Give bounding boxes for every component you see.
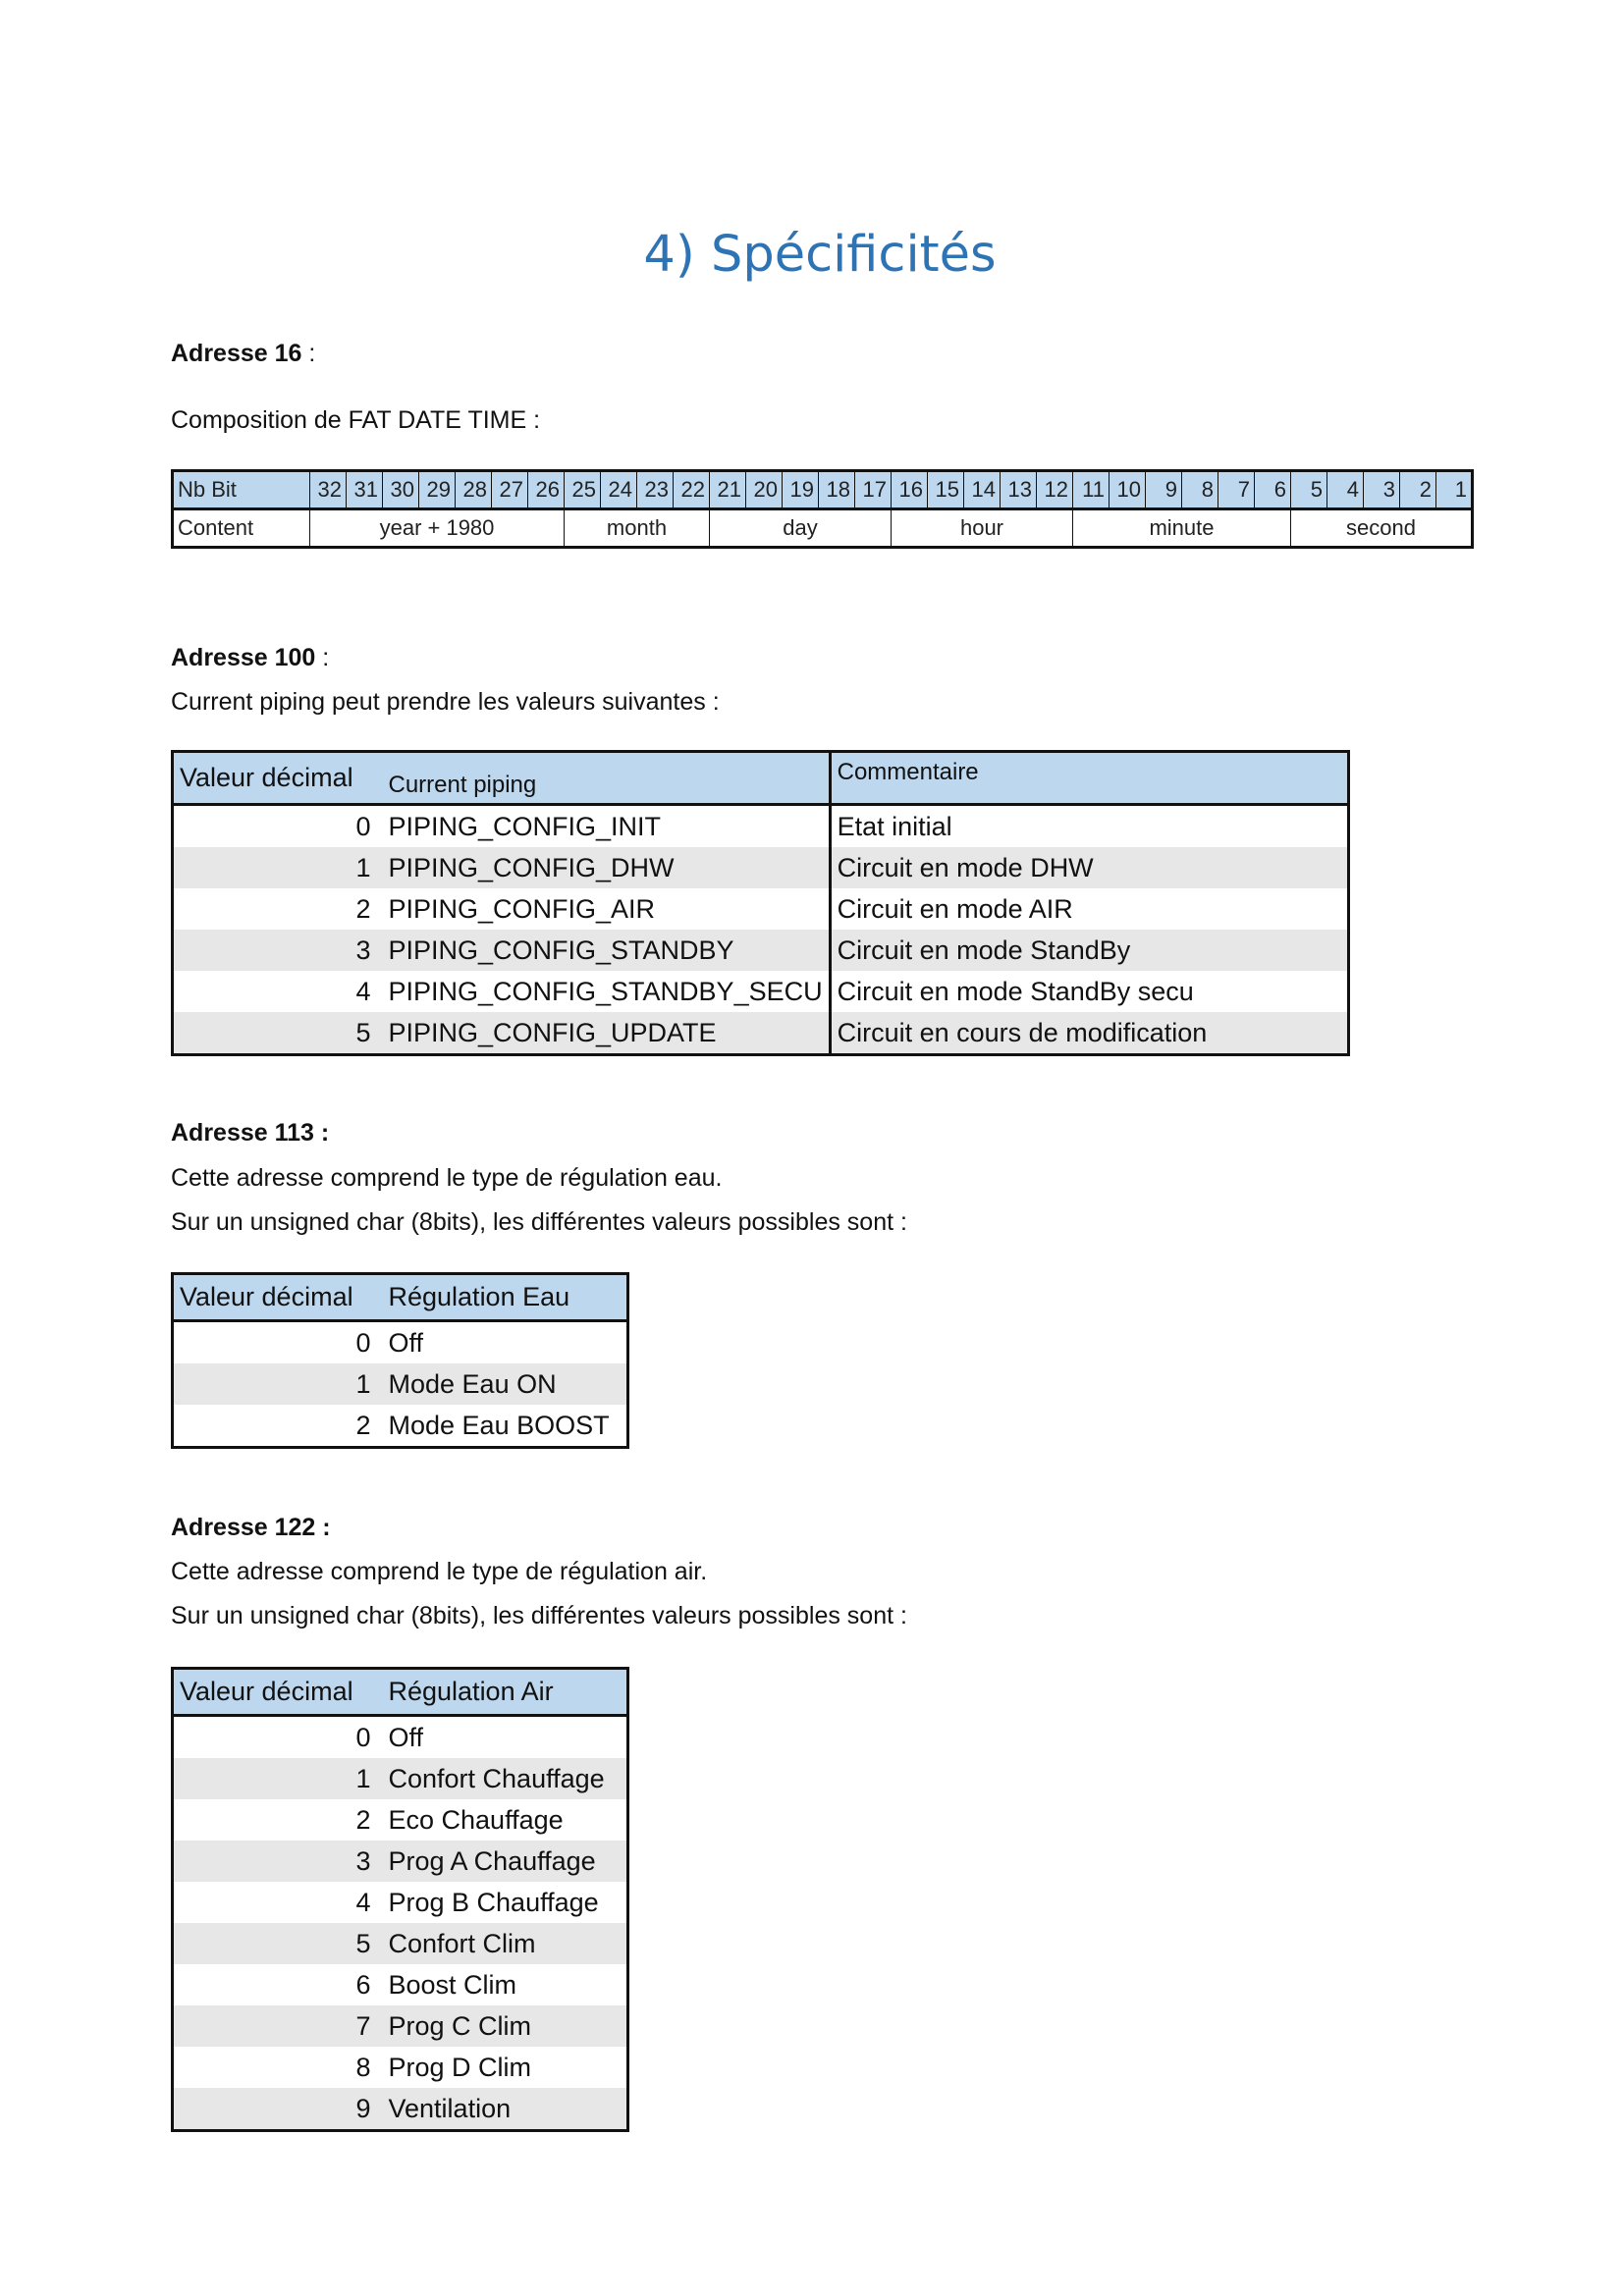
cell-value: 4: [355, 1887, 371, 1917]
table-row: [173, 2088, 628, 2131]
fat-description: Composition de FAT DATE TIME :: [171, 406, 541, 434]
fat-bits-row: [173, 471, 1473, 509]
field-second: second: [1291, 509, 1473, 548]
cell-name: Prog D Clim: [388, 2052, 532, 2082]
field-hour: hour: [892, 509, 1073, 548]
cell-name: PIPING_CONFIG_STANDBY: [383, 930, 831, 971]
bit-cell: 26: [528, 471, 565, 509]
bit-cell: 5: [1291, 471, 1327, 509]
bit-cell: 6: [1255, 471, 1291, 509]
bit-cell: 8: [1182, 471, 1218, 509]
bit-cell: 3: [1364, 471, 1400, 509]
heading-suffix: :: [301, 340, 316, 367]
regulation-eau-table: [171, 1272, 629, 1449]
cell-value: 4: [355, 976, 371, 1006]
field-day: day: [710, 509, 892, 548]
cell-comment: Circuit en mode AIR: [837, 893, 1073, 924]
cell-value: 3: [173, 1841, 383, 1882]
bit-cell: 17: [855, 471, 892, 509]
cell-name: Mode Eau ON: [383, 1363, 628, 1405]
bit-cell: 20: [746, 471, 783, 509]
regulation-air-table: [171, 1667, 629, 2132]
bit-cell: 1: [1436, 471, 1473, 509]
cell-value: 6: [355, 1969, 371, 2000]
cell-name: Prog A Chauffage: [383, 1841, 628, 1882]
bit-cell: 18: [819, 471, 855, 509]
bit-cell: 15: [928, 471, 964, 509]
cell-name: Prog B Chauffage: [388, 1887, 599, 1917]
cell-comment: Circuit en cours de modification: [830, 1012, 1348, 1055]
table-row: [173, 847, 1349, 888]
table-row: [173, 2005, 628, 2047]
table-row: [173, 1841, 628, 1882]
cell-value: 2: [355, 1410, 371, 1440]
bit-cell: 9: [1146, 471, 1182, 509]
cell-name: Boost Clim: [388, 1969, 517, 2000]
bit-cell: 24: [601, 471, 637, 509]
table-row: [173, 1012, 1349, 1055]
piping-table: [171, 750, 1350, 1056]
piping-description: Current piping peut prendre les valeurs suivantes :: [171, 688, 720, 716]
section-heading-113: Adresse 113 :: [171, 1119, 330, 1147]
field-month: month: [565, 509, 710, 548]
bit-cell: 32: [310, 471, 347, 509]
cell-value: 5: [173, 1012, 383, 1055]
col-header-piping: Current piping: [383, 752, 831, 805]
bit-cell: 2: [1400, 471, 1436, 509]
cell-name: Off: [388, 1722, 424, 1752]
cell-name: PIPING_CONFIG_INIT: [383, 805, 831, 848]
cell-name: PIPING_CONFIG_STANDBY_SECU: [383, 971, 831, 1012]
bit-cell: 29: [419, 471, 456, 509]
air-description-2: Sur un unsigned char (8bits), les différentes valeurs possibles sont :: [171, 1602, 907, 1629]
cell-value: 2: [355, 893, 371, 924]
table-row: [173, 805, 1349, 848]
cell-name: Prog C Clim: [383, 2005, 628, 2047]
cell-name: PIPING_CONFIG_DHW: [383, 847, 831, 888]
cell-name: Mode Eau BOOST: [388, 1410, 610, 1440]
table-row: [173, 1799, 628, 1841]
table-row: [173, 971, 1349, 1012]
cell-name: PIPING_CONFIG_AIR: [383, 888, 831, 930]
bit-cell: 7: [1218, 471, 1255, 509]
table-row: [173, 1363, 628, 1405]
col-header-valeur: Valeur décimal: [173, 752, 383, 805]
bit-cell: 22: [674, 471, 710, 509]
cell-name: Eco Chauffage: [388, 1804, 564, 1835]
cell-value: 1: [173, 1758, 383, 1799]
table-row: [173, 1758, 628, 1799]
fat-content-row: [173, 509, 1473, 548]
col-header-valeur: Valeur décimal: [173, 1669, 383, 1716]
page-title: 4) Spécificités: [643, 226, 997, 285]
fat-date-time-table: [171, 469, 1474, 549]
heading-suffix: :: [315, 644, 330, 671]
cell-value: 0: [355, 1722, 371, 1752]
cell-comment: Circuit en mode DHW: [830, 847, 1348, 888]
cell-value: 0: [355, 811, 371, 841]
table-row: [173, 1405, 628, 1448]
cell-name: PIPING_CONFIG_UPDATE: [383, 1012, 831, 1055]
bit-cell: 11: [1073, 471, 1110, 509]
cell-value: 0: [355, 1327, 371, 1358]
section-heading-122: Adresse 122 :: [171, 1514, 331, 1541]
field-year: year + 1980: [310, 509, 565, 548]
cell-value: 2: [355, 1804, 371, 1835]
row-label-content: Content: [173, 509, 310, 548]
cell-value: 3: [173, 930, 383, 971]
cell-name: Ventilation: [383, 2088, 628, 2131]
bit-cell: 21: [710, 471, 746, 509]
bit-cell: 19: [783, 471, 819, 509]
bit-cell: 13: [1001, 471, 1037, 509]
bit-cell: 16: [892, 471, 928, 509]
cell-value: 5: [173, 1923, 383, 1964]
bit-cell: 14: [964, 471, 1001, 509]
table-header: [173, 1274, 628, 1321]
bit-cell: 28: [456, 471, 492, 509]
table-row: [173, 1923, 628, 1964]
bit-cell: 31: [347, 471, 383, 509]
bit-cell: 10: [1110, 471, 1146, 509]
col-header-valeur: Valeur décimal: [173, 1274, 383, 1321]
table-row: [173, 1882, 628, 1923]
cell-value: 1: [173, 847, 383, 888]
bit-cell: 25: [565, 471, 601, 509]
section-heading-100: [171, 644, 329, 672]
bit-cell: 4: [1327, 471, 1364, 509]
section-heading-16: [171, 340, 315, 368]
bit-cell: 23: [637, 471, 674, 509]
col-header-regulation-eau: Régulation Eau: [383, 1274, 628, 1321]
bit-cell: 12: [1037, 471, 1073, 509]
row-label-nb-bit: Nb Bit: [173, 471, 310, 509]
table-row: [173, 1716, 628, 1759]
cell-name: Confort Chauffage: [383, 1758, 628, 1799]
cell-value: 7: [173, 2005, 383, 2047]
heading-text: Adresse 100: [171, 644, 316, 671]
cell-value: 1: [173, 1363, 383, 1405]
field-minute: minute: [1073, 509, 1291, 548]
bit-cell: 27: [492, 471, 528, 509]
cell-name: Confort Clim: [383, 1923, 628, 1964]
cell-comment: Circuit en mode StandBy secu: [837, 976, 1194, 1006]
bit-cell: 30: [383, 471, 419, 509]
cell-comment: Circuit en mode StandBy: [830, 930, 1348, 971]
col-header-commentaire: Commentaire: [830, 752, 1348, 805]
air-description-1: Cette adresse comprend le type de régulation air.: [171, 1558, 708, 1585]
table-row: [173, 930, 1349, 971]
table-row: [173, 2047, 628, 2088]
heading-text: Adresse 16: [171, 340, 302, 367]
table-row: [173, 1964, 628, 2005]
table-header: [173, 1669, 628, 1716]
eau-description-2: Sur un unsigned char (8bits), les différentes valeurs possibles sont :: [171, 1208, 907, 1236]
cell-name: Off: [388, 1327, 424, 1358]
col-header-regulation-air: Régulation Air: [383, 1669, 628, 1716]
table-row: [173, 1321, 628, 1364]
cell-comment: Etat initial: [837, 811, 952, 841]
table-row: [173, 888, 1349, 930]
cell-value: 9: [173, 2088, 383, 2131]
eau-description-1: Cette adresse comprend le type de régulation eau.: [171, 1164, 723, 1192]
table-header: [173, 752, 1349, 805]
cell-value: 8: [355, 2052, 371, 2082]
